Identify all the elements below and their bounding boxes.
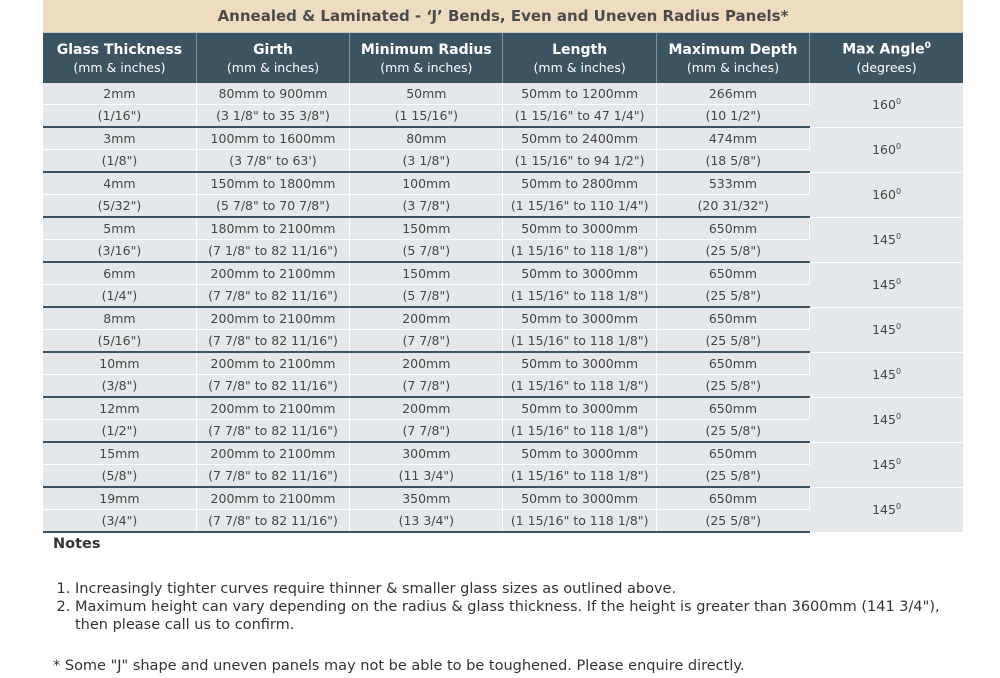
cell-max-angle <box>810 83 963 127</box>
header-main-text: Max Angle <box>842 41 925 58</box>
angle-value: 145 <box>872 367 896 383</box>
cell-depth: 650mm <box>656 352 809 375</box>
cell-radius: (7 7/8") <box>350 420 503 443</box>
cell-length: 50mm to 3000mm <box>503 262 656 285</box>
degree-superscript: 0 <box>895 321 902 331</box>
cell-thickness: 5mm <box>43 217 196 240</box>
degree-superscript: 0 <box>895 411 902 421</box>
cell-depth: 650mm <box>656 487 809 510</box>
cell-radius: (7 7/8") <box>350 330 503 353</box>
cell-depth: 474mm <box>656 127 809 150</box>
header-sub: (mm & inches) <box>686 59 780 75</box>
note-item: 2. Maximum height can vary depending on the radius & glass thickness. If the height is greater than 3600mm (141 3/4"), then please call us to confirm. <box>75 598 953 634</box>
cell-radius: (1 15/16") <box>350 105 503 128</box>
cell-thickness: (5/32") <box>43 195 196 218</box>
cell-depth: (25 5/8") <box>656 510 809 533</box>
cell-thickness: 19mm <box>43 487 196 510</box>
cell-girth: (7 1/8" to 82 11/16") <box>196 240 349 263</box>
cell-max-angle <box>810 262 963 307</box>
degree-superscript: 0 <box>895 231 902 241</box>
header-sub: (mm & inches) <box>73 59 166 75</box>
cell-radius: 200mm <box>350 307 503 330</box>
angle-value: 145 <box>872 457 896 473</box>
cell-depth: (10 1/2") <box>656 105 809 128</box>
cell-thickness: 3mm <box>43 127 196 150</box>
table-row <box>43 217 963 240</box>
cell-girth: 180mm to 2100mm <box>196 217 349 240</box>
angle-value: 145 <box>872 412 896 428</box>
table-row <box>43 83 963 105</box>
cell-length: (1 15/16" to 118 1/8") <box>503 285 656 308</box>
cell-girth: 200mm to 2100mm <box>196 307 349 330</box>
note-item: 1. Increasingly tighter curves require thinner & smaller glass sizes as outlined above. <box>75 580 953 598</box>
cell-thickness: (3/4") <box>43 510 196 533</box>
cell-depth: 650mm <box>656 442 809 465</box>
footnote: * Some "J" shape and uneven panels may not be able to be toughened. Please enquire directly. <box>53 658 745 674</box>
cell-depth: (25 5/8") <box>656 465 809 488</box>
cell-length: (1 15/16" to 118 1/8") <box>503 420 656 443</box>
cell-thickness: 8mm <box>43 307 196 330</box>
cell-depth: (25 5/8") <box>656 330 809 353</box>
cell-depth: (25 5/8") <box>656 375 809 398</box>
degree-superscript: 0 <box>895 97 902 107</box>
cell-radius: (13 3/4") <box>350 510 503 533</box>
table-row <box>43 262 963 285</box>
cell-length: 50mm to 1200mm <box>503 83 656 105</box>
cell-max-angle <box>810 397 963 442</box>
header-sub: (mm & inches) <box>533 59 626 75</box>
cell-depth: 650mm <box>656 262 809 285</box>
degree-superscript: 0 <box>895 141 902 151</box>
table-row <box>43 397 963 420</box>
cell-girth: (7 7/8" to 82 11/16") <box>196 420 349 443</box>
degree-superscript: 0 <box>895 456 902 466</box>
cell-girth: 100mm to 1600mm <box>196 127 349 150</box>
cell-radius: 80mm <box>350 127 503 150</box>
cell-length: (1 15/16" to 94 1/2") <box>503 150 656 173</box>
header-max-angle <box>810 33 963 83</box>
cell-radius: 200mm <box>350 397 503 420</box>
table-row <box>43 307 963 330</box>
angle-value: 145 <box>872 502 896 518</box>
cell-depth: (20 31/32") <box>656 195 809 218</box>
cell-girth: (7 7/8" to 82 11/16") <box>196 465 349 488</box>
cell-length: (1 15/16" to 118 1/8") <box>503 510 656 533</box>
header-main: Glass Thickness <box>56 41 183 58</box>
cell-depth: 650mm <box>656 217 809 240</box>
cell-length: 50mm to 3000mm <box>503 397 656 420</box>
cell-thickness: (1/16") <box>43 105 196 128</box>
specs-table <box>43 33 963 533</box>
cell-girth: (7 7/8" to 82 11/16") <box>196 375 349 398</box>
header-main: Length <box>552 41 608 58</box>
degree-superscript: 0 <box>895 276 902 286</box>
cell-depth: (18 5/8") <box>656 150 809 173</box>
cell-radius: (11 3/4") <box>350 465 503 488</box>
header-row <box>43 33 963 83</box>
header-main: Minimum Radius <box>360 41 492 58</box>
cell-girth: 200mm to 2100mm <box>196 262 349 285</box>
cell-thickness: (5/8") <box>43 465 196 488</box>
angle-value: 145 <box>872 322 896 338</box>
table-title: Annealed & Laminated - ‘J’ Bends, Even and Uneven Radius Panels* <box>43 0 963 33</box>
cell-girth: (7 7/8" to 82 11/16") <box>196 285 349 308</box>
cell-thickness: 10mm <box>43 352 196 375</box>
cell-girth: (3 7/8" to 63') <box>196 150 349 173</box>
angle-value: 145 <box>872 232 896 248</box>
cell-girth: 200mm to 2100mm <box>196 352 349 375</box>
cell-radius: 150mm <box>350 262 503 285</box>
header-sub: (mm & inches) <box>226 59 320 75</box>
cell-depth: 533mm <box>656 172 809 195</box>
cell-length: 50mm to 3000mm <box>503 217 656 240</box>
cell-length: (1 15/16" to 47 1/4") <box>503 105 656 128</box>
cell-radius: 150mm <box>350 217 503 240</box>
cell-depth: 266mm <box>656 83 809 105</box>
cell-thickness: (1/4") <box>43 285 196 308</box>
cell-girth: 200mm to 2100mm <box>196 397 349 420</box>
cell-thickness: (3/8") <box>43 375 196 398</box>
specs-table-container <box>43 0 963 533</box>
cell-girth: (3 1/8" to 35 3/8") <box>196 105 349 128</box>
cell-depth: (25 5/8") <box>656 420 809 443</box>
cell-radius: (5 7/8") <box>350 285 503 308</box>
header-main: Maximum Depth <box>668 41 798 58</box>
header-main <box>810 41 963 58</box>
table-row <box>43 172 963 195</box>
cell-radius: 100mm <box>350 172 503 195</box>
notes-list <box>53 580 953 634</box>
cell-max-angle <box>810 127 963 172</box>
degree-superscript: 0 <box>895 501 902 511</box>
cell-max-angle <box>810 487 963 532</box>
cell-length: 50mm to 2400mm <box>503 127 656 150</box>
header-length <box>503 33 656 83</box>
degree-superscript: 0 <box>895 186 902 196</box>
cell-radius: 50mm <box>350 83 503 105</box>
table-row <box>43 442 963 465</box>
cell-max-angle <box>810 172 963 217</box>
cell-radius: 350mm <box>350 487 503 510</box>
cell-thickness: (1/8") <box>43 150 196 173</box>
cell-girth: 200mm to 2100mm <box>196 487 349 510</box>
angle-value: 160 <box>872 142 896 158</box>
cell-depth: 650mm <box>656 397 809 420</box>
cell-length: 50mm to 3000mm <box>503 487 656 510</box>
table-row <box>43 352 963 375</box>
cell-radius: (7 7/8") <box>350 375 503 398</box>
cell-girth: (7 7/8" to 82 11/16") <box>196 510 349 533</box>
cell-thickness: (3/16") <box>43 240 196 263</box>
header-maximum-depth <box>656 33 809 83</box>
table-row <box>43 487 963 510</box>
cell-girth: 80mm to 900mm <box>196 83 349 105</box>
cell-max-angle <box>810 307 963 352</box>
cell-length: 50mm to 2800mm <box>503 172 656 195</box>
header-girth <box>196 33 349 83</box>
cell-length: (1 15/16" to 118 1/8") <box>503 240 656 263</box>
cell-max-angle <box>810 217 963 262</box>
cell-length: 50mm to 3000mm <box>503 442 656 465</box>
notes-heading: Notes <box>53 536 101 552</box>
cell-length: (1 15/16" to 118 1/8") <box>503 465 656 488</box>
cell-length: 50mm to 3000mm <box>503 352 656 375</box>
cell-thickness: (5/16") <box>43 330 196 353</box>
header-sub: (mm & inches) <box>380 59 473 75</box>
angle-value: 160 <box>872 187 896 203</box>
header-sub: (degrees) <box>856 59 917 75</box>
degree-superscript: 0 <box>924 41 931 52</box>
cell-length: (1 15/16" to 118 1/8") <box>503 375 656 398</box>
cell-girth: (5 7/8" to 70 7/8") <box>196 195 349 218</box>
cell-radius: (5 7/8") <box>350 240 503 263</box>
cell-depth: (25 5/8") <box>656 240 809 263</box>
cell-max-angle <box>810 442 963 487</box>
cell-length: (1 15/16" to 118 1/8") <box>503 330 656 353</box>
degree-superscript: 0 <box>895 366 902 376</box>
cell-depth: (25 5/8") <box>656 285 809 308</box>
cell-girth: (7 7/8" to 82 11/16") <box>196 330 349 353</box>
header-glass-thickness <box>43 33 196 83</box>
header-minimum-radius <box>350 33 503 83</box>
table-row <box>43 127 963 150</box>
cell-girth: 200mm to 2100mm <box>196 442 349 465</box>
cell-thickness: 15mm <box>43 442 196 465</box>
cell-radius: 300mm <box>350 442 503 465</box>
header-main: Girth <box>253 41 293 58</box>
table-body <box>43 83 963 532</box>
cell-length: 50mm to 3000mm <box>503 307 656 330</box>
cell-max-angle <box>810 352 963 397</box>
cell-radius: 200mm <box>350 352 503 375</box>
cell-thickness: (1/2") <box>43 420 196 443</box>
notes-section <box>53 536 953 674</box>
cell-radius: (3 7/8") <box>350 195 503 218</box>
angle-value: 160 <box>872 97 896 113</box>
angle-value: 145 <box>872 277 896 293</box>
cell-thickness: 6mm <box>43 262 196 285</box>
cell-radius: (3 1/8") <box>350 150 503 173</box>
cell-girth: 150mm to 1800mm <box>196 172 349 195</box>
cell-length: (1 15/16" to 110 1/4") <box>503 195 656 218</box>
cell-thickness: 2mm <box>43 83 196 105</box>
cell-depth: 650mm <box>656 307 809 330</box>
cell-thickness: 12mm <box>43 397 196 420</box>
cell-thickness: 4mm <box>43 172 196 195</box>
